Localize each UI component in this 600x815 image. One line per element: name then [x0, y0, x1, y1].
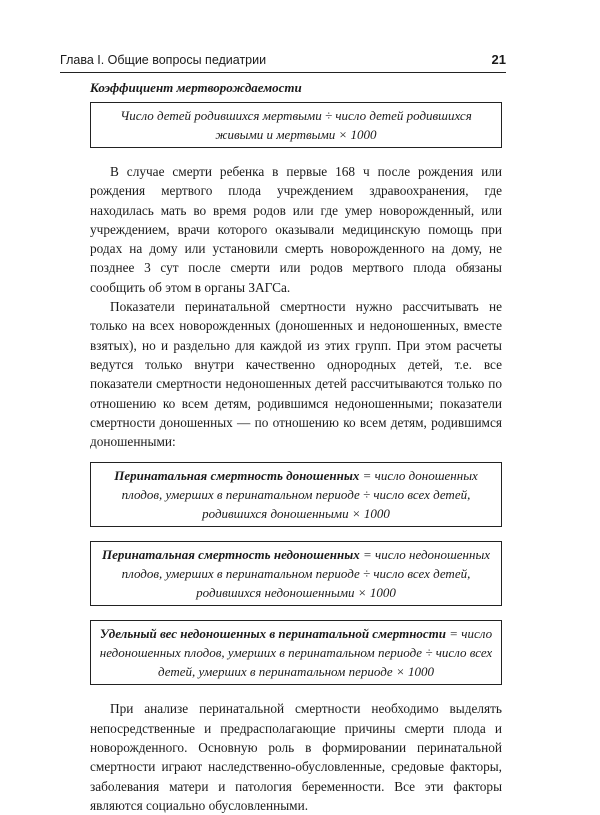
- page-number: 21: [491, 52, 506, 67]
- stillbirth-formula: Число детей родившихся мертвыми ÷ число детей родившихся живыми и мертвыми × 1000: [120, 108, 472, 142]
- formula-rest: = число доношенных плодов, умерших в перинатальном периоде ÷ число всех детей, родившихся доношенными × 1000: [121, 468, 478, 522]
- paragraph-causes: При анализе перинатальной смертности необходимо выделять непосредственные и предрасполагающие причины смерти плода и новорожденного. Основную роль в формировании перинатальной смертности играют наследственно-обусловленные, средовые факторы, заболевания матери и патология беременности. Все эти факторы являются социально обусловленными.: [90, 701, 502, 813]
- running-header: [60, 52, 506, 73]
- page-body: [90, 80, 502, 815]
- formula-box-full-term: [90, 462, 502, 527]
- formula-lead: Перинатальная смертность доношенных: [114, 468, 360, 484]
- section-heading: Коэффициент мертворождаемости: [90, 80, 302, 95]
- formula-lead: Перинатальная смертность недоношенных: [101, 547, 360, 563]
- formula-box-preterm: [90, 541, 502, 606]
- stillbirth-formula-box: [90, 102, 502, 148]
- formula-lead: Удельный вес недоношенных в перинатальной смертности: [99, 626, 447, 642]
- paragraph-registration: В случае смерти ребенка в первые 168 ч после рождения или рождения мертвого плода учреждением здравоохранения, где находилась мать во время родов или где умер новорожденный, или учреждением, врачи которого оказывали медицинскую помощь при родах на дому или установили смерть новорожденного на дому, не позднее 3 сут после смерти или родов мертвого плода обязаны сообщить об этом в органы ЗАГСа.: [90, 164, 502, 295]
- formula-rest: = число недоношенных плодов, умерших в перинатальном периоде ÷ число всех детей, умерших в перинатальном периоде × 1000: [99, 626, 493, 680]
- formula-box-preterm-share: [90, 620, 502, 685]
- formula-rest: = число недоношенных плодов, умерших в перинатальном периоде ÷ число всех детей, родившихся недоношенными × 1000: [121, 547, 491, 601]
- paragraph-calculation: Показатели перинатальной смертности нужно рассчитывать не только на всех новорожденных (доношенных и недоношенных, вместе взятых), но и раздельно для каждой из этих групп. При этом расчеты ведутся только внутри качественно однородных детей, т.е. все показатели смертности недоношенных детей рассчитываются только по отношению ко всем детям, родившимся недоношенными; показатели смертности доношенных — по отношению ко всем детям, родившимся доношенными:: [90, 299, 502, 450]
- chapter-title: Глава I. Общие вопросы педиатрии: [60, 53, 267, 67]
